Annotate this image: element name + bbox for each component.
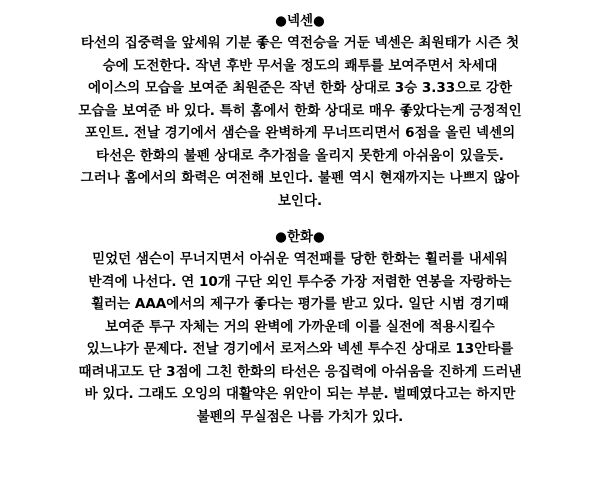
body-line: 포인트. 전날 경기에서 샘슨을 완벽하게 무너뜨리면서 6점을 올린 넥센의 <box>84 125 516 141</box>
body-line: 보인다. <box>277 192 323 209</box>
section-body-hanwha <box>14 248 586 428</box>
section-nexen <box>14 10 586 212</box>
body-line: 타선의 집중력을 앞세워 기분 좋은 역전승을 거둔 넥센은 최원태가 시즌 첫 <box>80 35 520 51</box>
body-line: 그러나 홈에서의 화력은 여전해 보인다. 불펜 역시 현재까지는 나쁘지 않아 <box>80 170 520 186</box>
body-line: 바 있다. 그래도 오잉의 대활약은 위안이 되는 부분. 벌떼였다고는 하지만 <box>84 386 516 402</box>
body-line: 때려내고도 단 3점에 그친 한화의 타선은 응집력에 아쉬움을 진하게 드러낸 <box>78 363 522 380</box>
body-line: 있느냐가 문제다. 전날 경기에서 로저스와 넥센 투수진 상대로 13안타를 <box>86 341 514 357</box>
section-hanwha <box>14 226 586 428</box>
body-line: 불펜의 무실점은 나름 가치가 있다. <box>196 408 404 425</box>
section-body-nexen <box>14 32 586 212</box>
section-heading-hanwha: ●한화● <box>275 229 325 245</box>
body-line: 승에 도전한다. 작년 후반 무서울 정도의 쾌투를 보여주면서 차세대 <box>102 57 498 74</box>
section-heading-nexen: ●넥센● <box>275 13 325 29</box>
body-line: 믿었던 샘슨이 무너지면서 아쉬운 역전패를 당한 한화는 휠러를 내세워 <box>92 251 508 267</box>
body-line: 에이스의 모습을 보여준 최원준은 작년 한화 상대로 3승 3.33으로 강한 <box>87 80 513 96</box>
body-line: 휠러는 AAA에서의 제구가 좋다는 평가를 받고 있다. 일단 시범 경기때 <box>91 296 509 312</box>
body-line: 모습을 보여준 바 있다. 특히 홈에서 한화 상대로 매우 좋았다는게 긍정적인 <box>78 102 522 119</box>
body-line: 타선은 한화의 불펜 상대로 추가점을 올리지 못한게 아쉬움이 있을듯. <box>96 147 504 164</box>
body-line: 보여준 투구 자체는 거의 완벽에 가까운데 이를 실전에 적용시킬수 <box>105 318 495 335</box>
body-line: 반격에 나선다. 연 10개 구단 외인 투수중 가장 저렴한 연봉을 자랑하는 <box>88 273 512 290</box>
